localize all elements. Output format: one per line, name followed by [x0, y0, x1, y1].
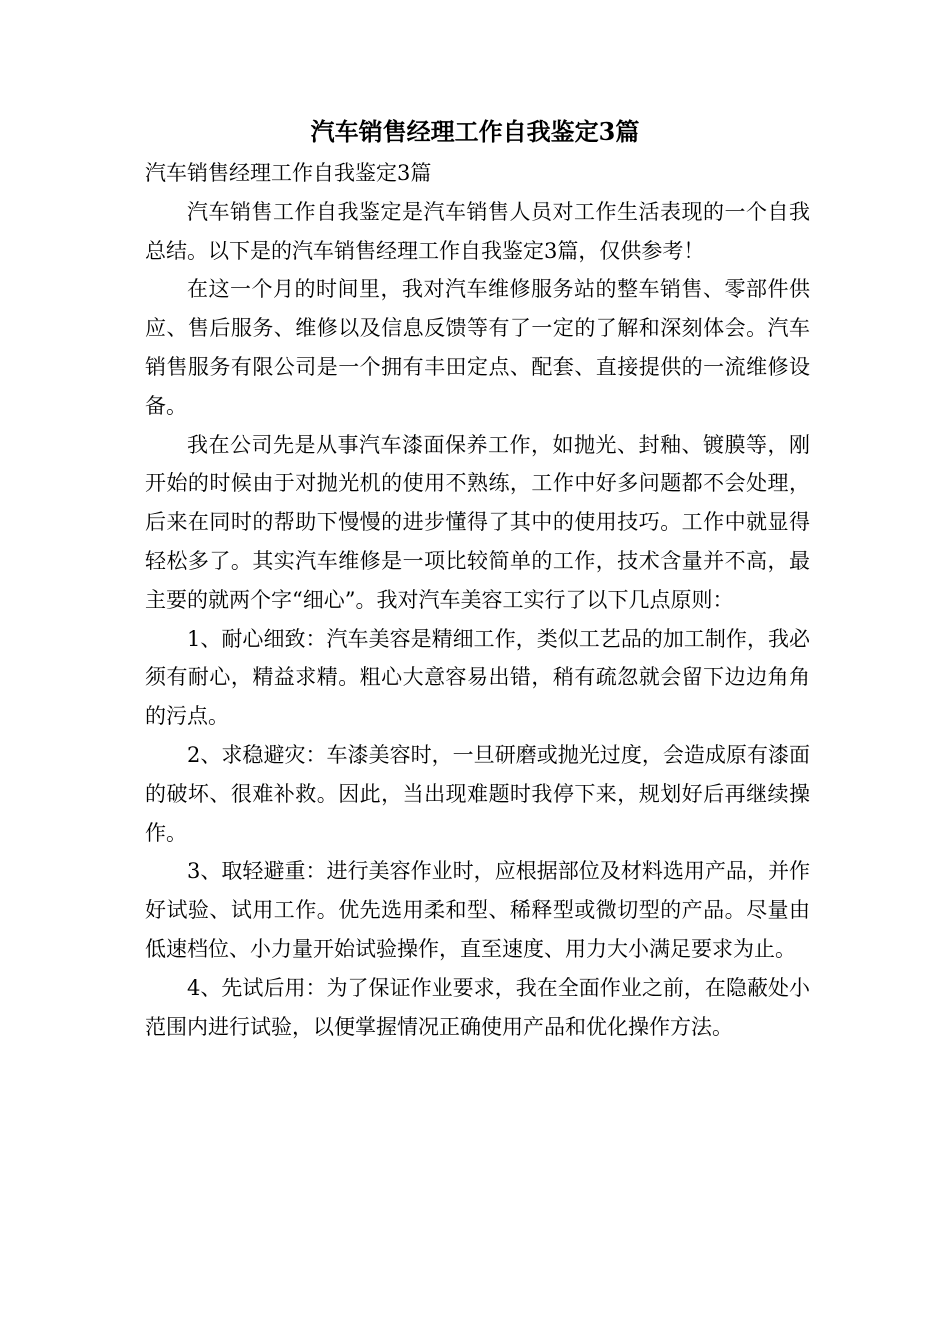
- paragraph-month-overview: 在这一个月的时间里，我对汽车维修服务站的整车销售、零部件供应、售后服务、维修以及信息反馈等有了一定的了解和深刻体会。汽车销售服务有限公司是一个拥有丰田定点、配套、直接提供的一流维修设备。: [145, 277, 810, 418]
- paragraph-principle-4: 4、先试后用：为了保证作业要求，我在全面作业之前，在隐蔽处小范围内进行试验，以便掌握情况正确使用产品和优化操作方法。: [145, 975, 810, 1039]
- paragraph-principle-1: 1、耐心细致：汽车美容是精细工作，类似工艺品的加工制作，我必须有耐心，精益求精。粗心大意容易出错，稍有疏忽就会留下边边角角的污点。: [145, 626, 810, 729]
- paragraph-intro: 汽车销售工作自我鉴定是汽车销售人员对工作生活表现的一个自我总结。以下是的汽车销售经理工作自我鉴定3篇，仅供参考！: [145, 199, 810, 263]
- document-subtitle: 汽车销售经理工作自我鉴定3篇: [145, 161, 432, 185]
- paragraph-principle-2: 2、求稳避灾：车漆美容时，一旦研磨或抛光过度，会造成原有漆面的破坏、很难补救。因此，当出现难题时我停下来，规划好后再继续操作。: [145, 742, 810, 845]
- document-title: 汽车销售经理工作自我鉴定3篇: [310, 117, 640, 146]
- paragraph-principle-3: 3、取轻避重：进行美容作业时，应根据部位及材料选用产品，并作好试验、试用工作。优先选用柔和型、稀释型或微切型的产品。尽量由低速档位、小力量开始试验操作，直至速度、用力大小满足要求为止。: [145, 859, 810, 961]
- paragraph-polishing-work: 我在公司先是从事汽车漆面保养工作，如抛光、封釉、镀膜等，刚开始的时候由于对抛光机的使用不熟练，工作中好多问题都不会处理，后来在同时的帮助下慢慢的进步懂得了其中的使用技巧。工作中就显得轻松多了。其实汽车维修是一项比较简单的工作，技术含量并不高，最主要的就两个字“细心”。我对汽车美容工实行了以下几点原则：: [145, 432, 810, 612]
- document-body: [145, 154, 810, 1046]
